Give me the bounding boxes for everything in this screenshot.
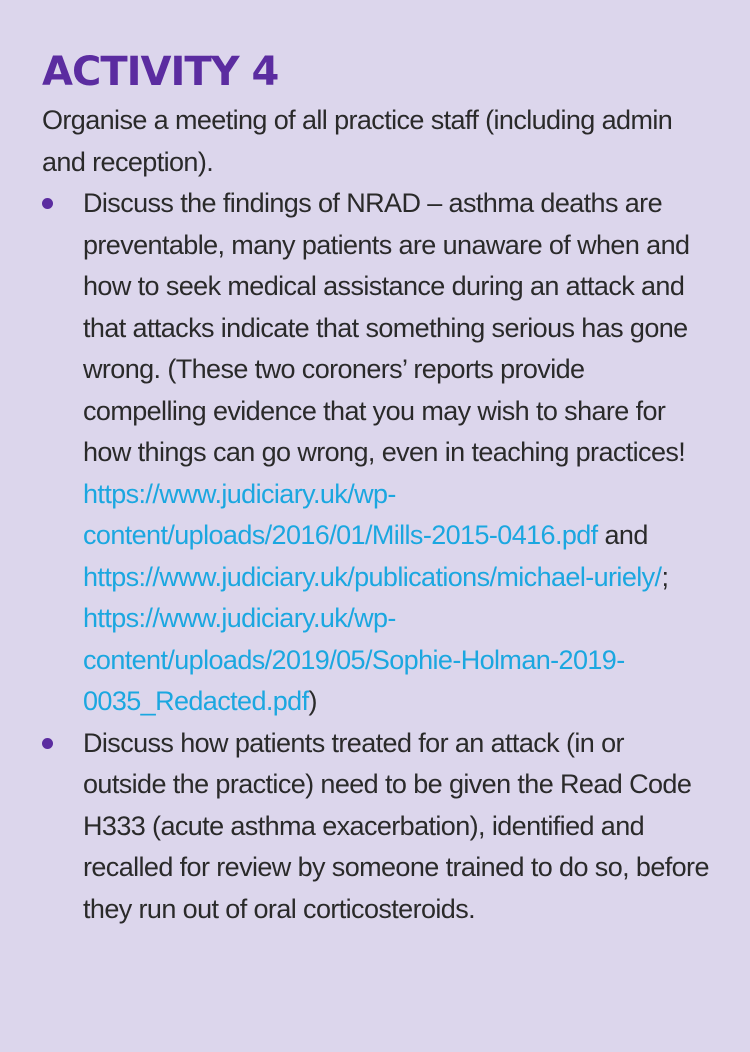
bullet-dot-icon (42, 738, 53, 749)
activity-title: ACTIVITY 4 (42, 49, 279, 95)
sophie-holman-report-link[interactable]: https://www.judiciary.uk/wp-content/uploads/2019/05/Sophie-Holman-2019-0035_Redacted.pdf (83, 603, 625, 716)
bullet-dot-icon (42, 198, 53, 209)
bullet-item-read-code (42, 723, 710, 931)
connector-text: and (597, 520, 648, 550)
michael-uriely-link[interactable]: https://www.judiciary.uk/publications/michael-uriely/ (83, 561, 662, 592)
bullet-text: Discuss the findings of NRAD – asthma deaths are preventable, many patients are unaware of when and how to seek medical assistance during an attack and that attacks indicate that something serious has gone wrong. (These two coroners’ reports provide compelling evidence that you may wish to share for how things can go wrong, even in teaching practices! (83, 188, 690, 467)
closing-parenthesis: ) (308, 686, 317, 716)
activity-bullet-list (42, 183, 710, 930)
mills-report-link[interactable]: https://www.judiciary.uk/wp-content/uploads/2016/01/Mills-2015-0416.pdf (83, 478, 598, 550)
separator-text: ; (661, 561, 669, 592)
activity-intro: Organise a meeting of all practice staff (including admin and reception). (42, 105, 673, 177)
bullet-text: Discuss how patients treated for an attack (in or outside the practice) need to be given the Read Code H333 (acute asthma exacerbation), identified and recalled for review by someone trained to do so, before they run out of oral corticosteroids. (83, 727, 709, 924)
bullet-item-nrad-findings (42, 183, 710, 723)
